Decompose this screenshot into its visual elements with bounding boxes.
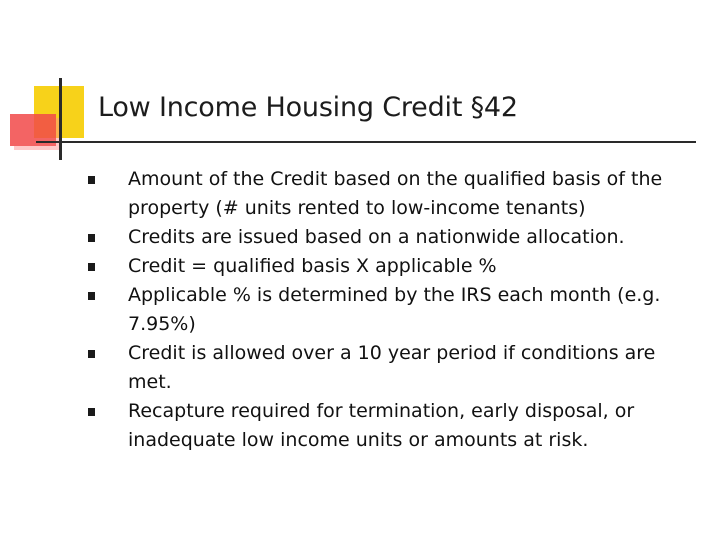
- bullet-item: [88, 397, 693, 455]
- slide-title: Low Income Housing Credit §42: [98, 92, 518, 123]
- title-underline: [36, 141, 696, 143]
- bullet-square-icon: [88, 234, 95, 242]
- bullet-text: Amount of the Credit based on the qualified basis of the property (# units rented to low-income tenants): [128, 168, 663, 219]
- bullet-square-icon: [88, 263, 95, 271]
- bullet-square-icon: [88, 292, 95, 300]
- bullet-text: Credit = qualified basis X applicable %: [128, 255, 497, 277]
- bullet-item: [88, 339, 693, 397]
- bullet-item: [88, 165, 693, 223]
- bullet-text: Recapture required for termination, early disposal, or inadequate low income units or amounts at risk.: [128, 400, 635, 451]
- bullet-text: Applicable % is determined by the IRS each month (e.g. 7.95%): [128, 284, 661, 335]
- bullet-text: Credit is allowed over a 10 year period if conditions are met.: [128, 342, 656, 393]
- bullet-item: [88, 223, 693, 252]
- bullet-square-icon: [88, 408, 95, 416]
- bullet-list: [88, 165, 693, 455]
- bullet-item: [88, 252, 693, 281]
- bullet-square-icon: [88, 350, 95, 358]
- bullet-square-icon: [88, 176, 95, 184]
- bullet-text: Credits are issued based on a nationwide allocation.: [128, 226, 625, 248]
- bullet-item: [88, 281, 693, 339]
- decorative-vertical-line: [59, 78, 62, 160]
